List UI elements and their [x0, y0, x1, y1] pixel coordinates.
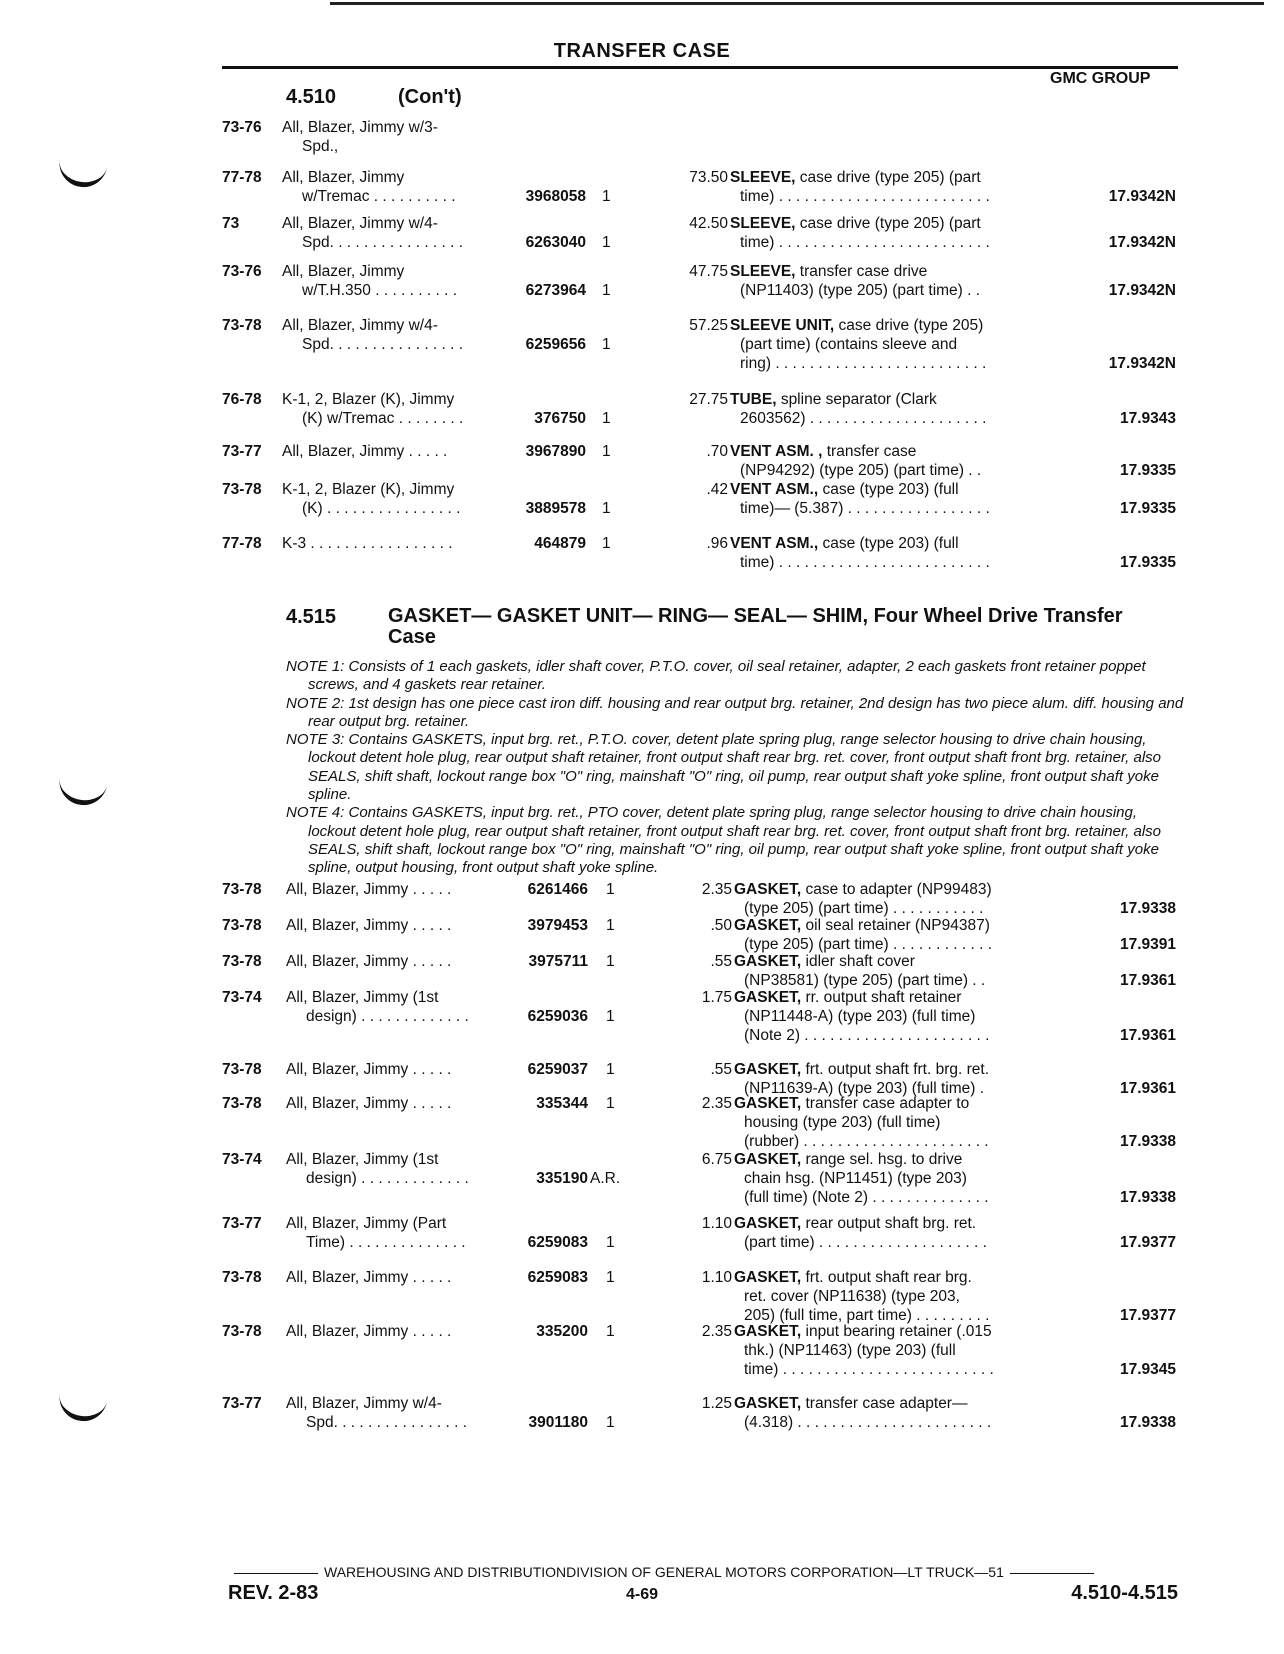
description-text: range sel. hsg. to drive [805, 1151, 963, 1168]
part-number: 3901180 [528, 1414, 588, 1431]
application-line: design) . . . . . . . . . . . . . [306, 1008, 469, 1025]
description [730, 534, 1048, 572]
quantity: 1 [602, 535, 611, 552]
application-line: K-1, 2, Blazer (K), Jimmy [282, 481, 455, 498]
description-line: (type 205) (part time) . . . . . . . . . . . [744, 900, 984, 917]
description [730, 390, 1048, 428]
item-name: TUBE, [730, 391, 777, 408]
description-line [734, 1214, 1052, 1233]
description-text: case (type 203) (full [822, 535, 959, 552]
description-line: (NP94292) (type 205) (part time) . . [740, 462, 982, 479]
description [730, 262, 1048, 300]
description-line [730, 442, 1048, 461]
description-line: (NP11448-A) (type 203) (full time) [744, 1008, 976, 1025]
quantity: 1 [606, 881, 615, 898]
quantity: 1 [602, 500, 611, 517]
item-name: SLEEVE, [730, 169, 796, 186]
description-text: idler shaft cover [805, 953, 915, 970]
application [282, 118, 502, 156]
price: 2.35 [701, 1095, 732, 1112]
year-range: 73-78 [222, 1269, 262, 1286]
price: 2.35 [701, 1323, 732, 1340]
application [282, 534, 502, 553]
part-number: 464879 [534, 535, 586, 552]
description-line: ring) . . . . . . . . . . . . . . . . . . . . . . . . . [740, 355, 987, 372]
year-range: 73-76 [222, 119, 262, 136]
section-number: 4.510 [286, 86, 337, 108]
part-number: 6259036 [527, 1008, 588, 1025]
section-heading-4515 [0, 606, 1284, 652]
item-name: GASKET, [734, 989, 802, 1006]
application [282, 480, 502, 518]
description-text: case (type 203) (full [822, 481, 959, 498]
description-line: thk.) (NP11463) (type 203) (full [744, 1342, 956, 1359]
description-line: housing (type 203) (full time) [744, 1114, 941, 1131]
labor-code: 17.9342N [1108, 282, 1176, 299]
quantity: 1 [606, 1234, 615, 1251]
item-name: GASKET, [734, 1215, 802, 1232]
note-3: NOTE 3: Contains GASKETS, input brg. ret., P.T.O. cover, detent plate spring plug, range selector housing to drive chain housing, lockout detent hole plug, rear output shaft retainer, front output shaft rear brg. ret. cover, front output shaft front brg. retainer, also SEALS, shift shaft, lockout range box "O" ring, mainshaft "O" ring, oil pump, rear output shaft yoke spline, front output shaft yoke spline. [286, 731, 1162, 804]
quantity: 1 [602, 282, 611, 299]
description-line [734, 1322, 1052, 1341]
labor-code: 17.9338 [1119, 1133, 1176, 1150]
price: .42 [706, 481, 728, 498]
price: 27.75 [689, 391, 728, 408]
application-line: All, Blazer, Jimmy . . . . . [286, 1095, 452, 1112]
section-range: 4.510-4.515 [1071, 1582, 1178, 1604]
price: .55 [710, 953, 732, 970]
year-range: 73-76 [222, 263, 262, 280]
item-name: GASKET, [734, 1151, 802, 1168]
application-line: w/T.H.350 . . . . . . . . . . [302, 282, 458, 299]
application-line: All, Blazer, Jimmy . . . . . [286, 917, 452, 934]
part-number: 376750 [534, 410, 586, 427]
application-line: All, Blazer, Jimmy . . . . . [286, 1269, 452, 1286]
application-line: All, Blazer, Jimmy w/3- [282, 119, 438, 136]
price: 57.25 [689, 317, 728, 334]
note-4: NOTE 4: Contains GASKETS, input brg. ret., PTO cover, detent plate spring plug, range selector housing to drive chain housing, lockout detent hole plug, rear output shaft retainer, front output shaft rear brg. ret. cover, front output shaft front brg. retainer, also SEALS, shift shaft, lockout range box "O" ring, mainshaft "O" ring, oil pump, rear output shaft yoke spline, front output shaft yoke spline, output housing, front output shaft yoke spline. [286, 804, 1162, 877]
application [282, 214, 502, 252]
year-range: 73-78 [222, 1323, 262, 1340]
application [286, 1322, 506, 1341]
price: .96 [706, 535, 728, 552]
note-1: NOTE 1: Consists of 1 each gaskets, idler shaft cover, P.T.O. cover, oil seal retainer, adapter, 2 each gaskets front retainer poppet screws, and 4 gaskets rear retainer. [286, 658, 1146, 694]
item-name: GASKET, [734, 953, 802, 970]
footer-text: WAREHOUSING AND DISTRIBUTIONDIVISION OF GENERAL MOTORS CORPORATION—LT TRUCK—51 [324, 1564, 1004, 1580]
description-line: 205) (full time, part time) . . . . . . . . . [744, 1307, 990, 1324]
item-name: GASKET, [734, 1323, 802, 1340]
description-line: time) . . . . . . . . . . . . . . . . . . . . . . . . . [744, 1361, 994, 1378]
application-line: All, Blazer, Jimmy (1st [286, 1151, 439, 1168]
part-number: 335200 [536, 1323, 588, 1340]
application-line: K-3 . . . . . . . . . . . . . . . . . [282, 535, 453, 552]
description-line: (part time) (contains sleeve and [740, 336, 958, 353]
part-number: 3968058 [525, 188, 586, 205]
application [286, 952, 506, 971]
page-top-rule [330, 2, 1264, 5]
part-number: 3975711 [528, 953, 588, 970]
year-range: 73-77 [222, 1215, 262, 1232]
labor-code: 17.9391 [1119, 936, 1176, 953]
price: 6.75 [701, 1151, 732, 1168]
quantity: 1 [602, 188, 611, 205]
description-text: frt. output shaft frt. brg. ret. [805, 1061, 989, 1078]
application [282, 168, 502, 206]
quantity: 1 [602, 336, 611, 353]
item-name: GASKET, [734, 881, 802, 898]
labor-code: 17.9345 [1119, 1361, 1176, 1378]
note-2: NOTE 2: 1st design has one piece cast iron diff. housing and rear output brg. retainer, 2nd design has two piece alum. diff. housing and rear output brg. retainer. [286, 694, 1184, 730]
item-name: SLEEVE UNIT, [730, 317, 835, 334]
description-line [734, 1394, 1052, 1413]
item-name: GASKET, [734, 917, 802, 934]
quantity: 1 [602, 234, 611, 251]
description-line: (NP11403) (type 205) (part time) . . [740, 282, 981, 299]
description-line [734, 1094, 1052, 1113]
description-line [734, 880, 1052, 899]
footer-rule [1010, 1573, 1094, 1574]
year-range: 73-77 [222, 1395, 262, 1412]
application-line: All, Blazer, Jimmy . . . . . [286, 1323, 452, 1340]
description-line: 2603562) . . . . . . . . . . . . . . . . . . . . . [740, 410, 987, 427]
description-line [730, 534, 1048, 553]
description-line [730, 390, 1048, 409]
description-line: (full time) (Note 2) . . . . . . . . . . . . . . [744, 1189, 989, 1206]
description-line [734, 1060, 1052, 1079]
description-text: rr. output shaft retainer [805, 989, 962, 1006]
labor-code: 17.9338 [1119, 1414, 1176, 1431]
binder-hole-mark [56, 775, 107, 808]
application [286, 1214, 506, 1252]
price: .55 [710, 1061, 732, 1078]
quantity: 1 [602, 443, 611, 460]
description-text: frt. output shaft rear brg. [805, 1269, 972, 1286]
year-range: 77-78 [222, 535, 262, 552]
part-number: 335190 [536, 1170, 588, 1187]
item-name: VENT ASM., [730, 535, 819, 552]
quantity: A.R. [590, 1170, 621, 1187]
application [286, 1394, 506, 1432]
description [730, 168, 1048, 206]
description-line: (type 205) (part time) . . . . . . . . . . . . [744, 936, 993, 953]
item-name: SLEEVE, [730, 215, 796, 232]
item-name: VENT ASM. , [730, 443, 823, 460]
description-line: (NP38581) (type 205) (part time) . . [744, 972, 986, 989]
description-text: transfer case drive [799, 263, 928, 280]
title-rule [222, 66, 1178, 69]
labor-code: 17.9342N [1108, 234, 1176, 251]
part-number: 6273964 [525, 282, 586, 299]
price: 42.50 [689, 215, 728, 232]
application [286, 1060, 506, 1079]
item-name: VENT ASM., [730, 481, 819, 498]
description-line [730, 316, 1048, 335]
application-line: All, Blazer, Jimmy w/4- [282, 215, 438, 232]
description-line: time)— (5.387) . . . . . . . . . . . . . . . . . [740, 500, 990, 517]
description [734, 1268, 1052, 1325]
quantity: 1 [606, 1414, 615, 1431]
footer-rule [234, 1573, 318, 1574]
description-line [734, 988, 1052, 1007]
price: .70 [706, 443, 728, 460]
application-line: design) . . . . . . . . . . . . . [306, 1170, 469, 1187]
year-range: 73-78 [222, 481, 262, 498]
labor-code: 17.9377 [1119, 1307, 1176, 1324]
year-range: 73-74 [222, 989, 262, 1006]
description-line [730, 480, 1048, 499]
description [734, 1094, 1052, 1151]
price: 2.35 [701, 881, 732, 898]
application-line: All, Blazer, Jimmy . . . . . [286, 1061, 452, 1078]
price: 1.75 [701, 989, 732, 1006]
year-range: 73-74 [222, 1151, 262, 1168]
description-line [734, 952, 1052, 971]
description-line: (4.318) . . . . . . . . . . . . . . . . . . . . . . . [744, 1414, 992, 1431]
description-line [734, 1268, 1052, 1287]
quantity: 1 [606, 953, 615, 970]
application [286, 880, 506, 899]
application-line: All, Blazer, Jimmy (Part [286, 1215, 447, 1232]
description [730, 316, 1048, 373]
part-number: 6259656 [525, 336, 586, 353]
section-title: GASKET— GASKET UNIT— RING— SEAL— SHIM, Four Wheel Drive Transfer Case [388, 605, 1123, 648]
labor-code: 17.9342N [1108, 355, 1176, 372]
description [730, 214, 1048, 252]
part-number: 6263040 [525, 234, 586, 251]
application [282, 390, 502, 428]
description-text: transfer case adapter— [805, 1395, 968, 1412]
labor-code: 17.9361 [1119, 972, 1176, 989]
description-line: (NP11639-A) (type 203) (full time) . [744, 1080, 985, 1097]
description-text: spline separator (Clark [780, 391, 937, 408]
description [734, 1060, 1052, 1098]
year-range: 73-78 [222, 317, 262, 334]
description [734, 1394, 1052, 1432]
part-number: 6259083 [527, 1269, 588, 1286]
description [734, 952, 1052, 990]
description [734, 880, 1052, 918]
description-line [734, 1150, 1052, 1169]
description [734, 988, 1052, 1045]
application [286, 916, 506, 935]
application-line: Spd. . . . . . . . . . . . . . . . [302, 336, 464, 353]
year-range: 73-78 [222, 1095, 262, 1112]
application [286, 1094, 506, 1113]
quantity: 1 [606, 917, 615, 934]
part-number: 6259037 [527, 1061, 588, 1078]
year-range: 73-78 [222, 917, 262, 934]
description-line: time) . . . . . . . . . . . . . . . . . . . . . . . . . [740, 234, 990, 251]
application [282, 316, 502, 354]
quantity: 1 [606, 1095, 615, 1112]
description [734, 1322, 1052, 1379]
part-number: 6259083 [527, 1234, 588, 1251]
part-number: 3967890 [525, 443, 586, 460]
description-text: input bearing retainer (.015 [805, 1323, 992, 1340]
year-range: 73-78 [222, 953, 262, 970]
description-text: case drive (type 205) [838, 317, 984, 334]
application-line: All, Blazer, Jimmy w/4- [286, 1395, 442, 1412]
quantity: 1 [606, 1008, 615, 1025]
binder-hole-mark [56, 157, 107, 190]
page-number: 4-69 [625, 1586, 659, 1603]
application [282, 442, 502, 461]
application-line: All, Blazer, Jimmy . . . . . [286, 881, 452, 898]
application-line: (K) . . . . . . . . . . . . . . . . [302, 500, 461, 517]
part-number: 3979453 [527, 917, 588, 934]
labor-code: 17.9361 [1119, 1027, 1176, 1044]
application [286, 1268, 506, 1287]
group-label: GMC GROUP [1050, 70, 1151, 87]
description-line: ret. cover (NP11638) (type 203, [744, 1288, 960, 1305]
description-line: (rubber) . . . . . . . . . . . . . . . . . . . . . . [744, 1133, 989, 1150]
application-line: All, Blazer, Jimmy w/4- [282, 317, 438, 334]
labor-code: 17.9335 [1119, 500, 1176, 517]
application [286, 988, 506, 1026]
application-line: Spd., [302, 138, 339, 155]
description-text: case drive (type 205) (part [799, 169, 981, 186]
application-line: w/Tremac . . . . . . . . . . [302, 188, 456, 205]
description-line: time) . . . . . . . . . . . . . . . . . . . . . . . . . [740, 188, 990, 205]
labor-code: 17.9338 [1119, 900, 1176, 917]
price: 1.25 [701, 1395, 732, 1412]
page-title: TRANSFER CASE [553, 40, 731, 62]
application [286, 1150, 506, 1188]
year-range: 73-78 [222, 1061, 262, 1078]
application-line: Time) . . . . . . . . . . . . . . [306, 1234, 466, 1251]
price: 1.10 [701, 1215, 732, 1232]
binder-hole-mark [56, 1391, 107, 1424]
price: 47.75 [689, 263, 728, 280]
application-line: K-1, 2, Blazer (K), Jimmy [282, 391, 455, 408]
revision-label: REV. 2-83 [228, 1582, 319, 1604]
labor-code: 17.9361 [1119, 1080, 1176, 1097]
application-line: All, Blazer, Jimmy [282, 169, 405, 186]
description [730, 442, 1048, 480]
quantity: 1 [606, 1269, 615, 1286]
description-line: chain hsg. (NP11451) (type 203) [744, 1170, 967, 1187]
description [734, 1150, 1052, 1207]
description-line [730, 168, 1048, 187]
description [730, 480, 1048, 518]
quantity: 1 [602, 410, 611, 427]
description-line [730, 214, 1048, 233]
application-line: All, Blazer, Jimmy . . . . . [282, 443, 448, 460]
item-name: GASKET, [734, 1269, 802, 1286]
part-number: 3889578 [525, 500, 586, 517]
year-range: 76-78 [222, 391, 262, 408]
quantity: 1 [606, 1061, 615, 1078]
description-text: transfer case [826, 443, 917, 460]
price: 73.50 [689, 169, 728, 186]
labor-code: 17.9335 [1119, 462, 1176, 479]
description-line: (part time) . . . . . . . . . . . . . . . . . . . . [744, 1234, 987, 1251]
labor-code: 17.9343 [1119, 410, 1176, 427]
labor-code: 17.9342N [1108, 188, 1176, 205]
application-line: (K) w/Tremac . . . . . . . . [302, 410, 464, 427]
description-line: (Note 2) . . . . . . . . . . . . . . . . . . . . . . [744, 1027, 990, 1044]
application-line: Spd. . . . . . . . . . . . . . . . [306, 1414, 468, 1431]
item-name: SLEEVE, [730, 263, 796, 280]
labor-code: 17.9335 [1119, 554, 1176, 571]
price: .50 [710, 917, 732, 934]
application [282, 262, 502, 300]
section-subtitle: (Con't) [398, 86, 462, 108]
labor-code: 17.9377 [1119, 1234, 1176, 1251]
part-number: 335344 [536, 1095, 588, 1112]
description-line [734, 916, 1052, 935]
labor-code: 17.9338 [1119, 1189, 1176, 1206]
item-name: GASKET, [734, 1061, 802, 1078]
year-range: 73-77 [222, 443, 262, 460]
part-number: 6261466 [527, 881, 588, 898]
notes-block [286, 658, 1186, 878]
description-text: rear output shaft brg. ret. [805, 1215, 977, 1232]
description [734, 1214, 1052, 1252]
year-range: 77-78 [222, 169, 262, 186]
application-line: All, Blazer, Jimmy . . . . . [286, 953, 452, 970]
description [734, 916, 1052, 954]
item-name: GASKET, [734, 1095, 802, 1112]
section-heading-4510 [0, 86, 1284, 112]
quantity: 1 [606, 1323, 615, 1340]
price: 1.10 [701, 1269, 732, 1286]
description-text: case to adapter (NP99483) [805, 881, 992, 898]
description-line: time) . . . . . . . . . . . . . . . . . . . . . . . . . [740, 554, 990, 571]
section-number: 4.515 [286, 606, 337, 628]
description-text: transfer case adapter to [805, 1095, 970, 1112]
year-range: 73-78 [222, 881, 262, 898]
application-line: All, Blazer, Jimmy [282, 263, 405, 280]
item-name: GASKET, [734, 1395, 802, 1412]
application-line: All, Blazer, Jimmy (1st [286, 989, 439, 1006]
application-line: Spd. . . . . . . . . . . . . . . . [302, 234, 464, 251]
description-text: case drive (type 205) (part [799, 215, 981, 232]
description-line [730, 262, 1048, 281]
description-text: oil seal retainer (NP94387) [805, 917, 990, 934]
year-range: 73 [222, 215, 240, 232]
footer-line [228, 1564, 1176, 1580]
